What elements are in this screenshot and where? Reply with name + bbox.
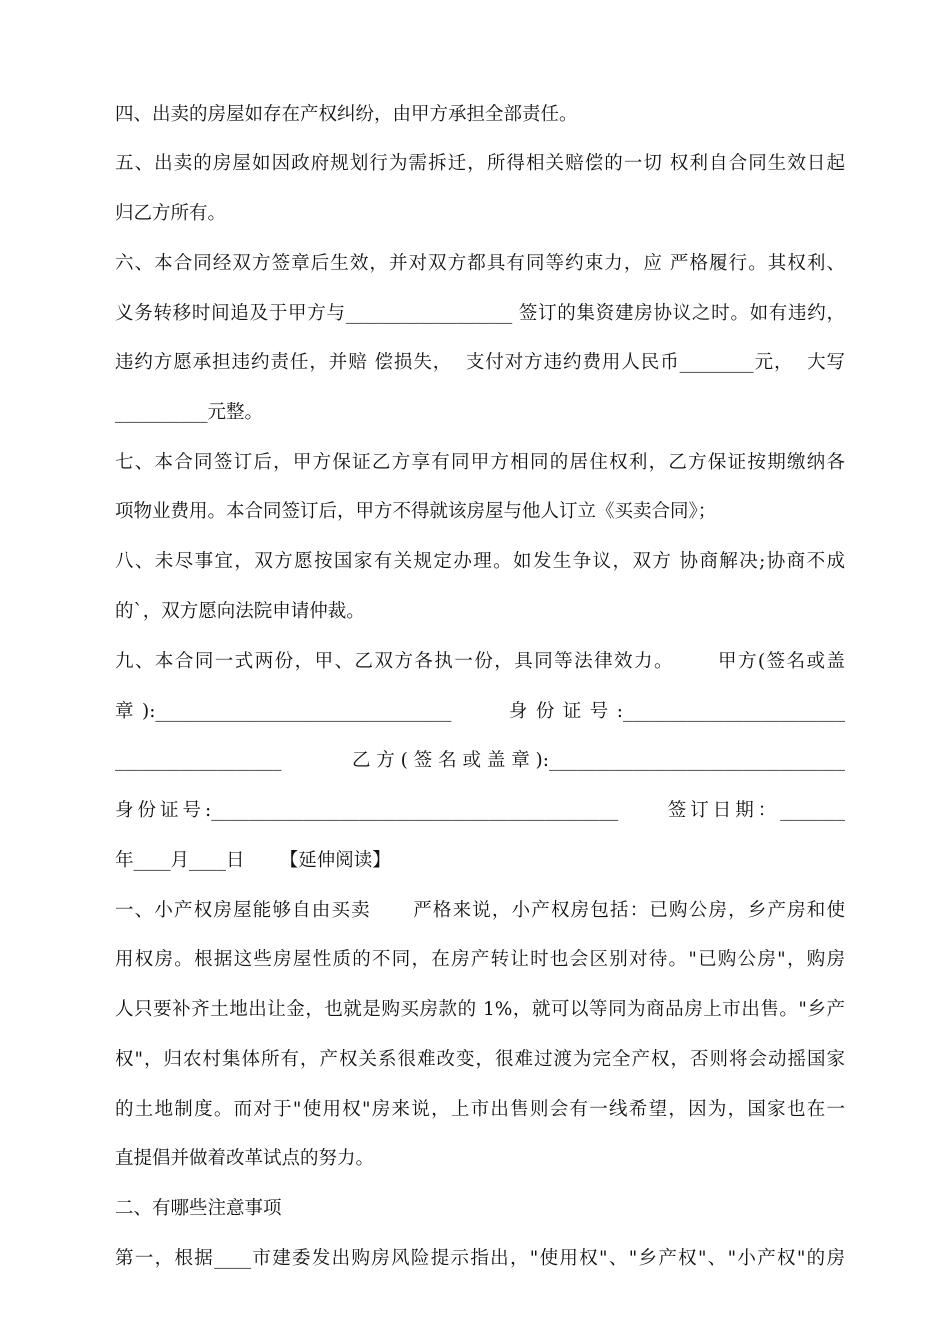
text-line: 五、出卖的房屋如因政府规划行为需拆迁，所得相关赔偿的一切 权利自合同生效日起 xyxy=(115,153,845,174)
text-line: 的土地制度。而对于"使用权"房来说，上市出售则会有一线希望，因为，国家也在一 xyxy=(115,1099,845,1120)
text-line: 直提倡并做着改革试点的努力。 xyxy=(115,1148,375,1169)
text-line: 章):________________________________ 身份证号:________________________ xyxy=(115,701,845,722)
text-line: 九、本合同一式两份，甲、乙双方各执一份，具同等法律效力。 甲方(签名或盖 xyxy=(115,651,845,672)
text-line: 归乙方所有。 xyxy=(115,203,227,224)
section-heading: 二、有哪些注意事项 xyxy=(115,1198,282,1219)
text-line: 的`，双方愿向法院申请仲裁。 xyxy=(115,601,365,622)
text-line: 八、未尽事宜，双方愿按国家有关规定办理。如发生争议，双方 协商解决;协商不成 xyxy=(115,551,845,572)
text-line: 人只要补齐土地出让金，也就是购买房款的 1%，就可以等同为商品房上市出售。"乡产 xyxy=(115,999,845,1020)
text-line: 项物业费用。本合同签订后，甲方不得就该房屋与他人订立《买卖合同》； xyxy=(115,501,717,522)
text-line: __________元整。 xyxy=(115,402,264,423)
text-line: 义务转移时间追及于甲方与__________________ 签订的集资建房协议之时。如有违约， xyxy=(115,303,845,324)
text-line: 用权房。根据这些房屋性质的不同，在房产转让时也会区别对待。"已购公房"，购房 xyxy=(115,949,845,970)
text-line: 权"，归农村集体所有，产权关系很难改变，很难过渡为完全产权，否则将会动摇国家 xyxy=(115,1049,845,1070)
text-line: 六、本合同经双方签章后生效，并对双方都具有同等约束力，应 严格履行。其权利、 xyxy=(115,253,845,274)
text-line: 七、本合同签订后，甲方保证乙方享有同甲方相同的居住权利，乙方保证按期缴纳各 xyxy=(115,452,845,473)
text-line: 四、出卖的房屋如存在产权纠纷，由甲方承担全部责任。 xyxy=(115,104,578,125)
text-line: __________________ 乙方(签名或盖章):________________________________ xyxy=(115,750,845,771)
text-line: 年____月____日 【延伸阅读】 xyxy=(115,850,391,871)
text-line: 第一，根据____市建委发出购房风险提示指出，"使用权"、"乡产权"、"小产权"的房 xyxy=(115,1248,845,1269)
text-line: 违约方愿承担违约责任，并赔 偿损失， 支付对方违约费用人民币________元， 大写 xyxy=(115,352,845,373)
text-line: 一、小产权房屋能够自由买卖 严格来说，小产权房包括：已购公房，乡产房和使 xyxy=(115,900,845,921)
text-line: 身份证号:____________________________________________ 签订日期：_______ xyxy=(115,800,845,821)
